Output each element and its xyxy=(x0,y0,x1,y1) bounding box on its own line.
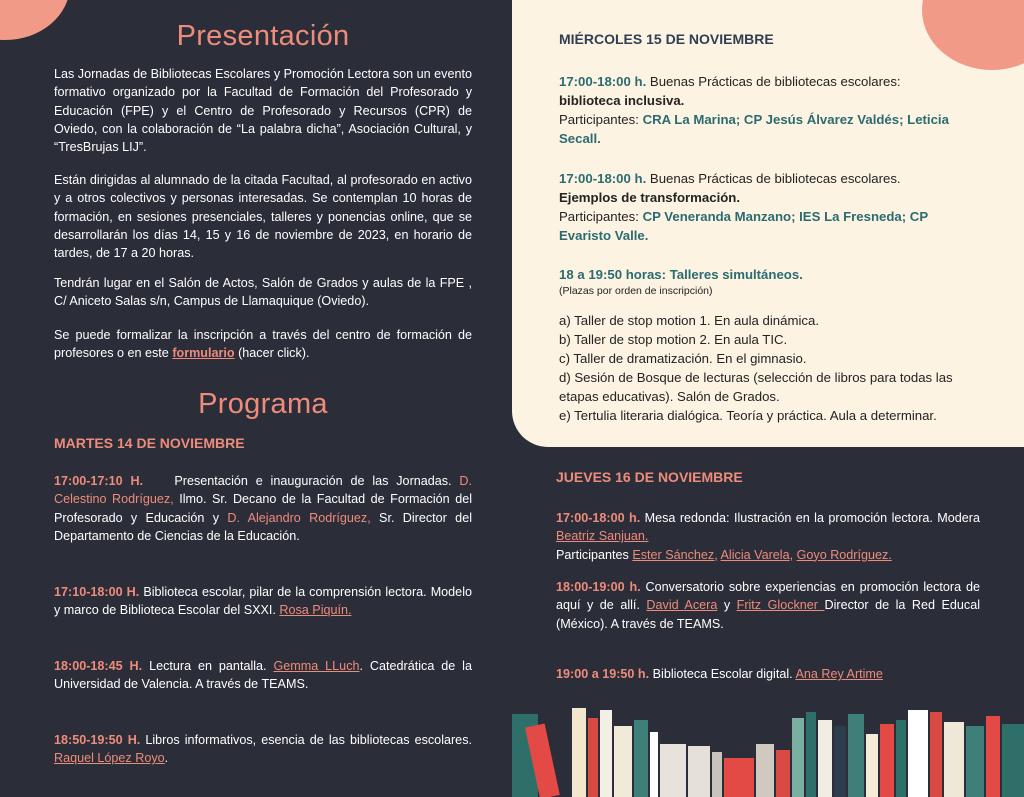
presentacion-paragraph-3: Tendrán lugar en el Salón de Actos, Salón de Grados y aulas de la FPE , C/ Aniceto Salas s/n, Campus de Llamaquique (Oviedo). xyxy=(54,276,472,309)
book-icon xyxy=(944,722,964,797)
event-text: Mesa redonda: Ilustración en la promoción lectora. Modera xyxy=(640,511,980,525)
speaker-link[interactable]: Raquel López Royo xyxy=(54,751,165,766)
book-icon xyxy=(930,712,942,797)
participant-link[interactable]: Alicia Varela, xyxy=(720,547,794,562)
event-text: Director de la Red Educal (México). A través de TEAMS. xyxy=(556,598,980,631)
book-icon xyxy=(866,734,878,797)
event-time: 17:00-18:00 h. xyxy=(559,171,647,186)
book-icon xyxy=(896,720,906,797)
talleres-note: (Plazas por orden de inscripción) xyxy=(559,285,713,297)
participants-label: Participantes xyxy=(556,547,633,562)
taller-item: a) Taller de stop motion 1. En aula dinámica. xyxy=(559,313,819,328)
taller-item: d) Sesión de Bosque de lecturas (selección de libros para todas las etapas educativas). Salón de Grados. xyxy=(559,370,953,404)
miercoles-panel xyxy=(512,0,1024,447)
speaker-link[interactable]: Gemma LLuch xyxy=(273,659,360,673)
book-icon xyxy=(712,752,722,797)
event-time: 18:50-19:50 H. xyxy=(54,733,141,747)
book-icon xyxy=(1002,724,1024,797)
presentacion-title: Presentación xyxy=(176,20,350,52)
event-text: . Catedrática de la Universidad de Valencia. A través de TEAMS. xyxy=(54,659,472,692)
event-text: Lectura en pantalla. xyxy=(142,659,274,673)
book-icon xyxy=(650,732,658,797)
martes-event-3 xyxy=(54,657,472,694)
taller-item: e) Tertulia literaria dialógica. Teoría y práctica. Aula a determinar. xyxy=(559,408,937,423)
event-time: 17:00-17:10 H. xyxy=(54,474,144,488)
speaker-link[interactable]: Rosa Piquín. xyxy=(279,603,352,618)
talleres-title: 18 a 19:50 horas: Talleres simultáneos. xyxy=(559,267,803,282)
book-icon xyxy=(660,744,686,797)
miercoles-heading: MIÉRCOLES 15 DE NOVIEMBRE xyxy=(559,31,774,47)
martes-event-1 xyxy=(54,472,472,545)
miercoles-event-2 xyxy=(559,169,979,245)
event-time: 18:00-18:45 H. xyxy=(54,659,143,673)
book-icon xyxy=(600,710,612,797)
event-text: . xyxy=(164,751,169,766)
event-time: 17:10-18:00 H. xyxy=(54,585,140,599)
martes-event-2 xyxy=(54,583,472,620)
book-icon xyxy=(634,720,648,797)
book-icon xyxy=(848,714,864,797)
participant-link[interactable]: Goyo Rodríguez. xyxy=(796,547,892,562)
formulario-link[interactable]: formulario xyxy=(172,346,235,361)
event-text: Biblioteca Escolar digital. xyxy=(649,667,796,681)
speaker-name: D. Alejandro Rodríguez, xyxy=(227,510,371,525)
book-icon xyxy=(614,726,632,797)
taller-item: b) Taller de stop motion 2. En aula TIC. xyxy=(559,332,788,347)
jueves-event-2 xyxy=(556,578,980,633)
book-icon xyxy=(572,708,586,797)
moderator-link[interactable]: Beatriz Sanjuan. xyxy=(556,529,649,544)
presentacion-paragraph-2: Están dirigidas al alumnado de la citada Facultad, al profesorado en activo y a otros colectivos y personas interesadas. Se contemplan 10 horas de formación, en sesiones presenciales, talleres y ponencias online, que se desarrollarán los días 14, 15 y 16 de noviembre de 2023, en horario de tardes, de 17 a 20 horas. xyxy=(54,173,472,261)
jueves-event-3 xyxy=(556,665,980,683)
event-text: Libros informativos, esencia de las bibliotecas escolares. xyxy=(140,733,472,747)
event-subtitle: biblioteca inclusiva. xyxy=(559,93,685,108)
inscripcion-text: Se puede formalizar la inscripción a través del centro de formación de profesores o en este xyxy=(54,328,472,361)
event-text: Ilmo. Sr. Decano de la Facultad de Formación del Profesorado y Educación y xyxy=(54,492,472,525)
event-text: Buenas Prácticas de bibliotecas escolares. xyxy=(646,171,901,186)
book-icon xyxy=(588,718,598,797)
event-time: 19:00 a 19:50 h. xyxy=(556,667,650,681)
decorative-blob-top-right xyxy=(922,0,1024,70)
presentacion-paragraph-1: Las Jornadas de Bibliotecas Escolares y Promoción Lectora son un evento formativo organizado por la Facultad de Formación del Profesorado y Educación (FPE) y el Centro de Profesorado y Recursos (CPR) de Oviedo, con la colaboración de “La palabra dicha”, Asociación Cultural, y “TresBrujas LIJ”. xyxy=(54,67,472,155)
presentacion-paragraph-4 xyxy=(54,326,472,363)
participants-label: Participantes: xyxy=(559,209,643,224)
programa-title: Programa xyxy=(198,388,328,420)
inscripcion-text-end: (hacer click). xyxy=(234,346,310,361)
book-icon xyxy=(834,726,846,797)
miercoles-event-1 xyxy=(559,72,979,148)
talleres-header xyxy=(559,265,979,298)
book-icon xyxy=(966,726,984,797)
participants-names: CP Veneranda Manzano; IES La Fresneda; CP Evaristo Valle. xyxy=(559,209,928,243)
martes-event-4 xyxy=(54,731,472,768)
event-text: Conversatorio sobre experiencias en promoción lectora de aquí y de allí. xyxy=(556,580,980,613)
book-icon xyxy=(756,744,774,797)
event-text: Biblioteca escolar, pilar de la comprensión lectora. Modelo y marco de Biblioteca Escolar del SXXI. xyxy=(54,585,472,618)
event-text: Sr. Director del Departamento de Ciencias de la Educación. xyxy=(54,510,472,543)
taller-item: c) Taller de dramatización. En el gimnasio. xyxy=(559,351,807,366)
book-icon xyxy=(688,746,710,797)
speaker-link[interactable]: Fritz Glockner xyxy=(736,598,825,613)
event-time: 17:00-18:00 h. xyxy=(556,511,641,525)
talleres-list xyxy=(559,311,989,425)
book-icon xyxy=(776,750,790,797)
book-icon xyxy=(986,716,1000,797)
event-text: Presentación e inauguración de las Jornadas. xyxy=(174,474,460,488)
participants-label: Participantes: xyxy=(559,112,643,127)
speaker-link[interactable]: Ana Rey Artime xyxy=(795,667,883,681)
speaker-link[interactable]: David Acera xyxy=(646,598,718,613)
book-icon xyxy=(908,710,928,797)
event-time: 18:00-19:00 h. xyxy=(556,580,641,594)
event-subtitle: Ejemplos de transformación. xyxy=(559,190,741,205)
book-icon xyxy=(792,718,804,797)
bookshelf-illustration xyxy=(512,704,1024,797)
participants-names: CRA La Marina; CP Jesús Álvarez Valdés; Leticia Secall. xyxy=(559,112,949,146)
book-icon xyxy=(818,720,832,797)
participant-link[interactable]: Ester Sánchez, xyxy=(632,547,718,562)
jueves-event-1 xyxy=(556,509,980,564)
book-icon xyxy=(724,758,754,797)
jueves-heading: JUEVES 16 DE NOVIEMBRE xyxy=(556,469,743,485)
martes-heading: MARTES 14 DE NOVIEMBRE xyxy=(54,435,245,451)
event-text: Buenas Prácticas de bibliotecas escolares: xyxy=(646,74,901,89)
book-icon xyxy=(880,724,894,797)
event-text: y xyxy=(717,598,737,613)
event-time: 17:00-18:00 h. xyxy=(559,74,647,89)
book-icon xyxy=(806,712,816,797)
speaker-name: D. Celestino Rodríguez, xyxy=(54,474,472,507)
